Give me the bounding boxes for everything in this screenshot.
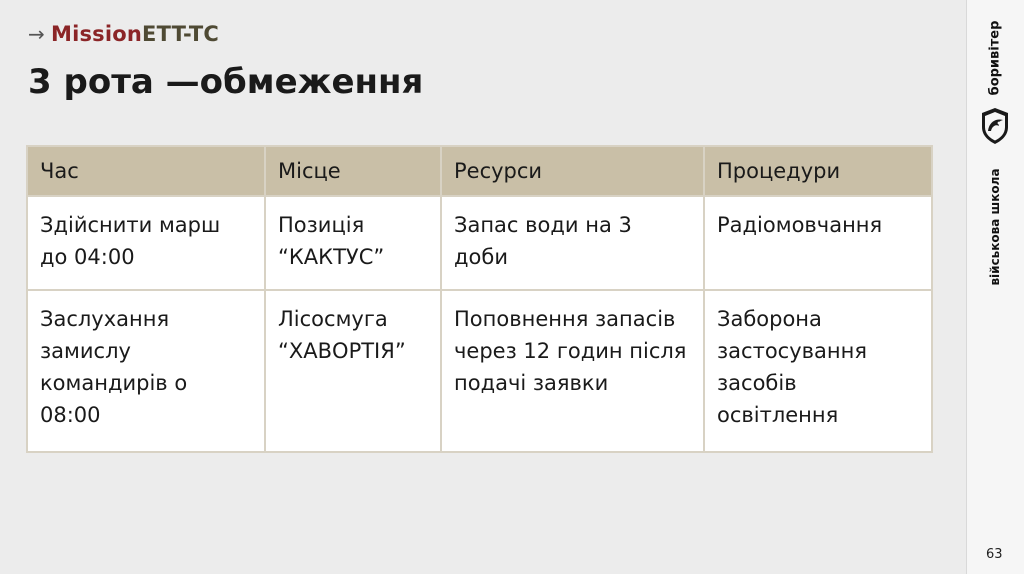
table-cell: Позиція “КАКТУС”: [265, 196, 441, 290]
kicker-code: ETT-TC: [142, 22, 220, 46]
table-header-row: [27, 146, 932, 196]
column-header-procedures: Процедури: [704, 146, 932, 196]
restrictions-table: [26, 145, 933, 453]
falcon-shield-logo-icon: [980, 107, 1010, 145]
column-header-place: Місце: [265, 146, 441, 196]
table-row: [27, 196, 932, 290]
table-cell: Радіомовчання: [704, 196, 932, 290]
page-number: 63: [986, 547, 1003, 562]
table-cell: Запас води на 3 доби: [441, 196, 704, 290]
table-cell: Поповнення запасів через 12 годин після подачі заявки: [441, 290, 704, 452]
section-kicker: [28, 22, 219, 46]
brand-name: боривітер: [987, 20, 1003, 96]
column-header-time: Час: [27, 146, 265, 196]
table-cell: Заслухання замислу командирів о 08:00: [27, 290, 265, 452]
slide-title: 3 рота —обмеження: [28, 62, 424, 102]
table-cell: Здійснити марш до 04:00: [27, 196, 265, 290]
table-cell: Заборона застосування засобів освітлення: [704, 290, 932, 452]
kicker-mission: Mission: [50, 22, 143, 46]
column-header-resources: Ресурси: [441, 146, 704, 196]
arrow-right-icon: →: [28, 22, 45, 46]
table-row: [27, 290, 932, 452]
school-label: військова школа: [988, 168, 1002, 286]
table-cell: Лісосмуга “ХАВОРТІЯ”: [265, 290, 441, 452]
